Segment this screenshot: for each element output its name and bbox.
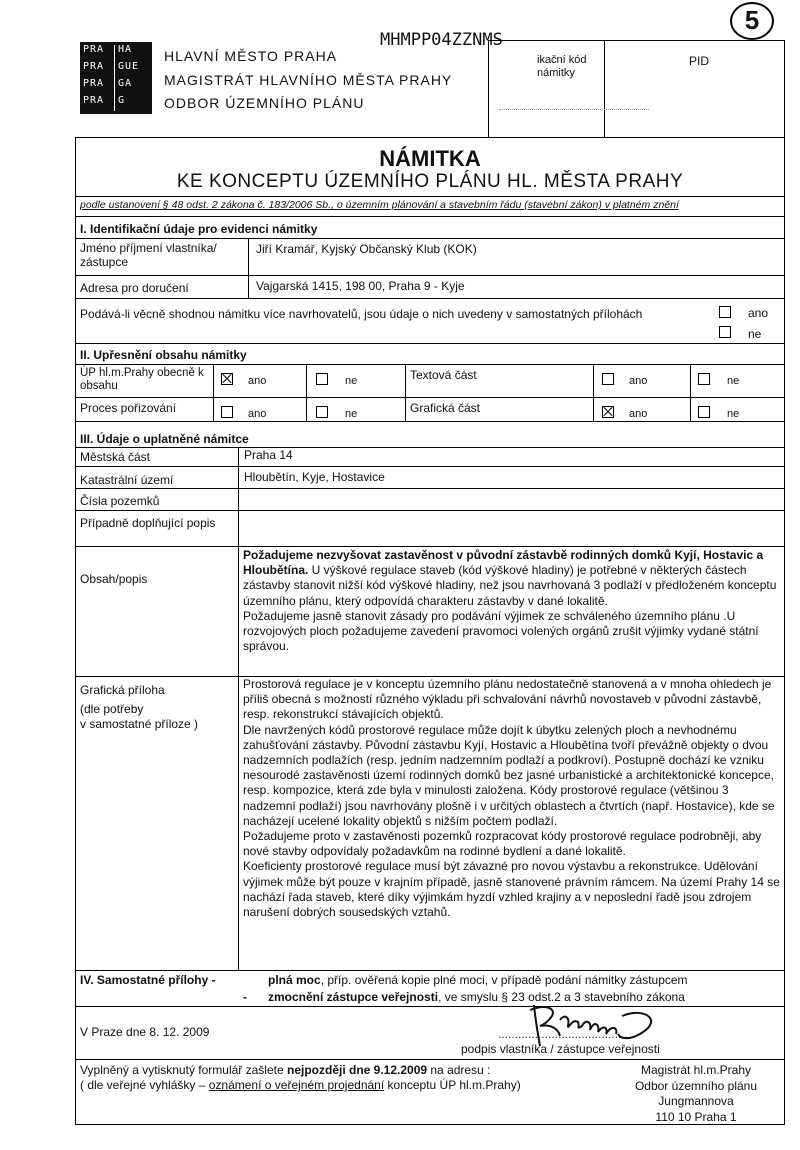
parcels-label: Čísla pozemků	[80, 494, 160, 508]
multi-yes-checkbox[interactable]	[719, 306, 731, 318]
graphic-text	[243, 677, 783, 920]
footer-address: Magistrát hl.m.Prahy Odbor územního plánu Jungmannova 110 10 Praha 1	[634, 1063, 758, 1124]
header-magistrate: MAGISTRÁT HLAVNÍHO MĚSTA PRAHY	[164, 72, 453, 88]
content-paragraph-1: U výškové regulace staveb (kód výškové hladiny) je potřebné v některých částech zástavby stanovit nižší kód výškové hladiny, než jsou navrhovaná 3 podlaží v předloženém konceptu územního plánu, který odpovídá charakteru zástavby v dané lokalitě.	[243, 563, 777, 608]
attachment-dash: -	[243, 990, 247, 1004]
page-number: 5	[744, 5, 760, 35]
district-value: Praha 14	[244, 448, 293, 462]
text-part-no-label: ne	[727, 375, 740, 387]
text-part-yes-checkbox[interactable]	[602, 373, 614, 385]
graphic-attachment-label: Grafická příloha (dle potřeby v samostatné příloze )	[80, 683, 199, 731]
text-part-no-checkbox[interactable]	[698, 373, 710, 385]
public-notice-link[interactable]: oznámení o veřejném projednání	[208, 1078, 385, 1092]
owner-name-label: Jméno příjmení vlastníka/ zástupce	[80, 241, 217, 269]
prague-logo: PRA HA PRA GUE PRA GA PRA G	[80, 42, 152, 114]
objection-form	[75, 137, 785, 1125]
owner-name-value: Jiří Kramář, Kyjský Občanský Klub (KOK)	[256, 242, 477, 256]
process-label: Proces pořizování	[80, 401, 177, 415]
general-content-label: ÚP hl.m.Prahy obecně k obsahu	[80, 367, 204, 392]
graphic-paragraph-1: Prostorová regulace je v konceptu územního plánu nedostatečně stanovená a v mnoha ohledech je příliš obecná s možností různého výkladu při schvalování návrhů novostaveb v původní zástavbě, resp. rekonstrukcí stávajících objektů.	[243, 677, 772, 722]
place-date: V Praze dne 8. 12. 2009	[80, 1025, 210, 1039]
process-no-label: ne	[345, 408, 358, 420]
pid-label: PID	[689, 54, 710, 68]
graphic-part-yes-checkbox[interactable]	[602, 406, 614, 418]
graphic-part-no-checkbox[interactable]	[698, 406, 710, 418]
general-no-label: ne	[345, 375, 358, 387]
text-part-label: Textová část	[410, 368, 477, 382]
graphic-paragraph-3: Požadujeme proto v zastavěnosti pozemků rozpracovat kódy prostorové regulace podrobněji, aby nové stavby odpovídaly požadavkům na rodinné bydlení a dané lokalitě.	[243, 829, 762, 859]
extra-description-label: Případně doplňující popis	[80, 516, 216, 530]
id-stamp-smudge	[499, 99, 649, 110]
general-no-checkbox[interactable]	[316, 373, 328, 385]
section-1-heading: I. Identifikační údaje pro evidenci námitky	[80, 222, 318, 236]
content-paragraph-2: Požadujeme jasně stanovit zásady pro podávání výjimek ze schváleného územního plánu .U rozvojových ploch požadujeme zavedení pravomoci volených orgánů zrušit výjimky vydané státní správou.	[243, 608, 759, 654]
process-yes-label: ano	[248, 408, 267, 420]
content-text	[243, 548, 778, 654]
attachment-item-2: zmocnění zástupce veřejnosti, ve smyslu § 23 odst.2 a 3 stavebního zákona	[268, 990, 685, 1004]
section-3-heading: III. Údaje o uplatněné námitce	[80, 432, 249, 446]
text-part-yes-label: ano	[629, 375, 648, 387]
form-title: NÁMITKA	[379, 146, 481, 171]
header-city: HLAVNÍ MĚSTO PRAHA	[164, 48, 338, 64]
signature-caption: podpis vlastníka / zástupce veřejnosti	[461, 1042, 660, 1056]
footer-note: ( dle veřejné vyhlášky – oznámení o veřejném projednání konceptu ÚP hl.m.Prahy)	[80, 1078, 521, 1092]
section-4-heading: IV. Samostatné přílohy -	[80, 973, 216, 987]
multi-no-checkbox[interactable]	[719, 326, 731, 338]
graphic-part-label: Grafická část	[410, 401, 481, 415]
footer-instruction: Vyplněný a vytisknutý formulář zašlete nejpozději dne 9.12.2009 na adresu :	[80, 1063, 491, 1077]
address-value: Vajgarská 1415, 198 00, Praha 9 - Kyje	[256, 279, 465, 293]
content-label: Obsah/popis	[80, 572, 148, 586]
legal-basis: podle ustanovení § 48 odst. 2 zákona č. 183/2006 Sb., o územním plánování a stavebním řádu (stavební zákon) v platném znění	[80, 199, 679, 211]
multi-yes-label: ano	[748, 306, 769, 320]
header-department: ODBOR ÚZEMNÍHO PLÁNU	[164, 95, 365, 111]
process-yes-checkbox[interactable]	[221, 406, 233, 418]
cadastre-label: Katastrální území	[80, 473, 174, 487]
general-yes-label: ano	[248, 375, 267, 387]
signature-dots: ........................................	[498, 1027, 632, 1041]
graphic-part-yes-label: ano	[629, 408, 648, 420]
form-subtitle: KE KONCEPTU ÚZEMNÍHO PLÁNU HL. MĚSTA PRAHY	[176, 171, 684, 192]
content-bold-demand: Požadujeme nezvyšovat zastavěnost v původní zástavbě rodinných domků Kyjí, Hostavic a Hloubětína.	[243, 548, 764, 578]
process-no-checkbox[interactable]	[316, 406, 328, 418]
id-box	[488, 40, 785, 137]
graphic-paragraph-2: Dle navržených kódů prostorové regulace může dojít k úbytku zelených ploch a nevhodnému zahušťování zástavby. Původní zástavbu Kyjí, Hostavic a Hloubětína tvoří převážně objekty o dvou nadzemních podlažích (resp. jedním nadzemním podlaží a podkroví). Postupně dochází ke vzniku nesourodé zastavěnosti území rodinných domků bez jasné urbanistické a architektonické koncepce, resp. kompozice, která zde byla v minulosti založena. Kódy prostorové regulace (většinou 3 nadzemní podlaží) jsou navrhovány plošně i v určitých oblastech a čtvrtích (např. Hostavice), kde se nacházejí ucelené lokality objektů s nižším počtem podlaží.	[243, 722, 775, 828]
page-number-circle	[730, 2, 774, 40]
district-label: Městská část	[80, 450, 151, 464]
id-label: ikační kód námitky	[537, 54, 587, 79]
attachment-item-1: plná moc, příp. ověřená kopie plné moci, v případě podání námitky zástupcem	[268, 973, 688, 987]
multi-no-label: ne	[748, 327, 762, 341]
graphic-part-no-label: ne	[727, 408, 740, 420]
cadastre-value: Hloubětín, Kyje, Hostavice	[244, 470, 385, 484]
graphic-paragraph-4: Koeficienty prostorové regulace musí být závazné pro novou výstavbu a rekonstrukce. Udělování výjimek může být pouze v krajním případě, jasně stanovené právním rámcem. Na území Prahy 14 se nachází řada staveb, které díky výjimkám hyzdí vzhled krajiny a v neposlední řadě jsou zdrojem narušení dobrých sousedských vztahů.	[243, 859, 780, 920]
address-label: Adresa pro doručení	[80, 281, 189, 295]
multiple-submitters-text: Podává-li věcně shodnou námitku více navrhovatelů, jsou údaje o nich uvedeny v samostatných přílohách	[80, 307, 643, 321]
general-yes-checkbox[interactable]	[221, 373, 233, 385]
registry-stamp-code: MHMPP04ZZNMS	[380, 30, 503, 50]
section-2-heading: II. Upřesnění obsahu námitky	[80, 348, 247, 362]
